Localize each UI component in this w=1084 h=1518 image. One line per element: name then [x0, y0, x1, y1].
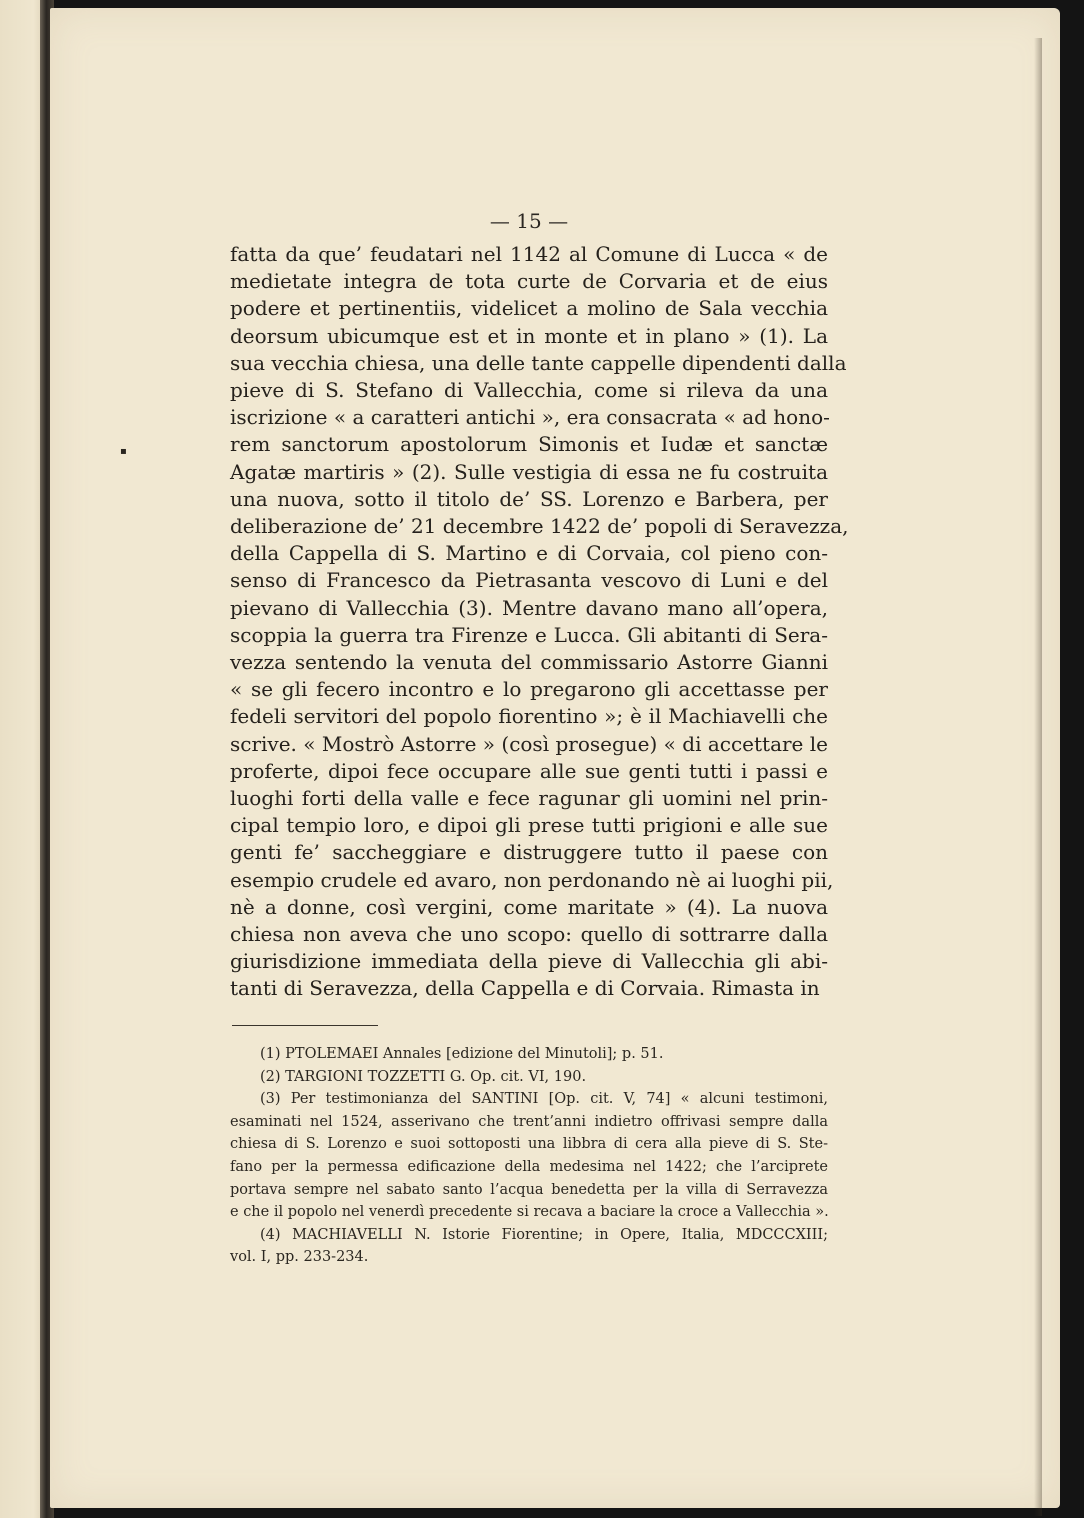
body-line: senso di Francesco da Pietrasanta vescovo di Luni e del [230, 568, 828, 593]
page-right-edge-shadow [1034, 38, 1042, 1516]
body-line: deorsum ubicumque est et in monte et in plano » (1). La [230, 323, 828, 348]
margin-mark: ▪ [120, 446, 127, 457]
footnote-line: portava sempre nel sabato santo l’acqua benedetta per la villa di Serravezza [230, 1181, 828, 1198]
footnote-line: e che il popolo nel venerdì precedente si recava a baciare la croce a Vallecchia ». [230, 1204, 829, 1221]
body-line: vezza sentendo la venuta del commissario Astorre Gianni [230, 650, 828, 675]
footnote-line: (3) Per testimonianza del SANTINI [Op. cit. V, 74] « alcuni testimoni, [260, 1091, 828, 1108]
body-text [230, 241, 849, 1003]
body-line: iscrizione « a caratteri antichi », era consacrata « ad hono- [230, 405, 830, 430]
footnote-line: esaminati nel 1524, asserivano che trent’anni indietro offrivasi sempre dalla [230, 1113, 828, 1130]
body-line: deliberazione de’ 21 decembre 1422 de’ popoli di Seravezza, [230, 514, 849, 539]
body-line: giurisdizione immediata della pieve di Vallecchia gli abi- [230, 949, 828, 974]
body-line: nè a donne, così vergini, come maritate » (4). La nuova [230, 894, 828, 919]
footnote-separator [232, 1025, 378, 1026]
page-number: — 15 — [489, 209, 569, 233]
body-line: sua vecchia chiesa, una delle tante cappelle dipendenti dalla [230, 350, 847, 375]
footnote-line: (4) MACHIAVELLI N. Istorie Fiorentine; in Opere, Italia, MDCCCXIII; [260, 1226, 828, 1243]
body-line: « se gli fecero incontro e lo pregarono gli accettasse per [230, 677, 828, 702]
body-line: una nuova, sotto il titolo de’ SS. Lorenzo e Barbera, per [230, 486, 828, 511]
body-line: podere et pertinentiis, videlicet a molino de Sala vecchia [230, 296, 828, 321]
body-line: fatta da que’ feudatari nel 1142 al Comune di Lucca « de [230, 242, 828, 266]
body-line: pievano di Vallecchia (3). Mentre davano mano all’opera, [230, 595, 828, 620]
body-line: Agatæ martiris » (2). Sulle vestigia di essa ne fu costruita [230, 459, 828, 484]
body-line: chiesa non aveva che uno scopo: quello di sottrarre dalla [230, 922, 828, 947]
footnote-line: (1) PTOLEMAEI Annales [edizione del Minutoli]; p. 51. [260, 1046, 664, 1062]
body-line: scrive. « Mostrò Astorre » (così prosegue) « di accettare le [230, 731, 828, 756]
body-line: luoghi forti della valle e fece ragunar gli uomini nel prin- [230, 786, 828, 811]
body-line: medietate integra de tota curte de Corvaria et de eius [230, 269, 828, 294]
body-line: cipal tempio loro, e dipoi gli prese tutti prigioni e alle sue [230, 813, 828, 838]
body-line: scoppia la guerra tra Firenze e Lucca. Gli abitanti di Sera- [230, 622, 828, 647]
body-line: fedeli servitori del popolo fiorentino »; è il Machiavelli che [230, 704, 828, 729]
footnote-line: chiesa di S. Lorenzo e suoi sottoposti una libbra di cera alla pieve di S. Ste- [230, 1136, 828, 1153]
footnote-line: vol. I, pp. 233-234. [230, 1249, 369, 1266]
footnotes [230, 1043, 828, 1269]
body-line: genti fe’ saccheggiare e distruggere tutto il paese con [230, 840, 828, 865]
body-line: tanti di Seravezza, della Cappella e di Corvaia. Rimasta in [230, 976, 820, 1001]
body-line: esempio crudele ed avaro, non perdonando nè ai luoghi pii, [230, 867, 834, 892]
body-line: rem sanctorum apostolorum Simonis et Iudæ et sanctæ [230, 432, 828, 457]
body-line: pieve di S. Stefano di Vallecchia, come si rileva da una [230, 378, 828, 403]
body-line: proferte, dipoi fece occupare alle sue genti tutti i passi e [230, 758, 828, 783]
footnote-line: fano per la permessa edificazione della medesima nel 1422; che l’arciprete [230, 1158, 828, 1175]
body-line: della Cappella di S. Martino e di Corvaia, col pieno con- [230, 541, 828, 566]
footnote-line: (2) TARGIONI TOZZETTI G. Op. cit. VI, 190. [260, 1068, 587, 1085]
